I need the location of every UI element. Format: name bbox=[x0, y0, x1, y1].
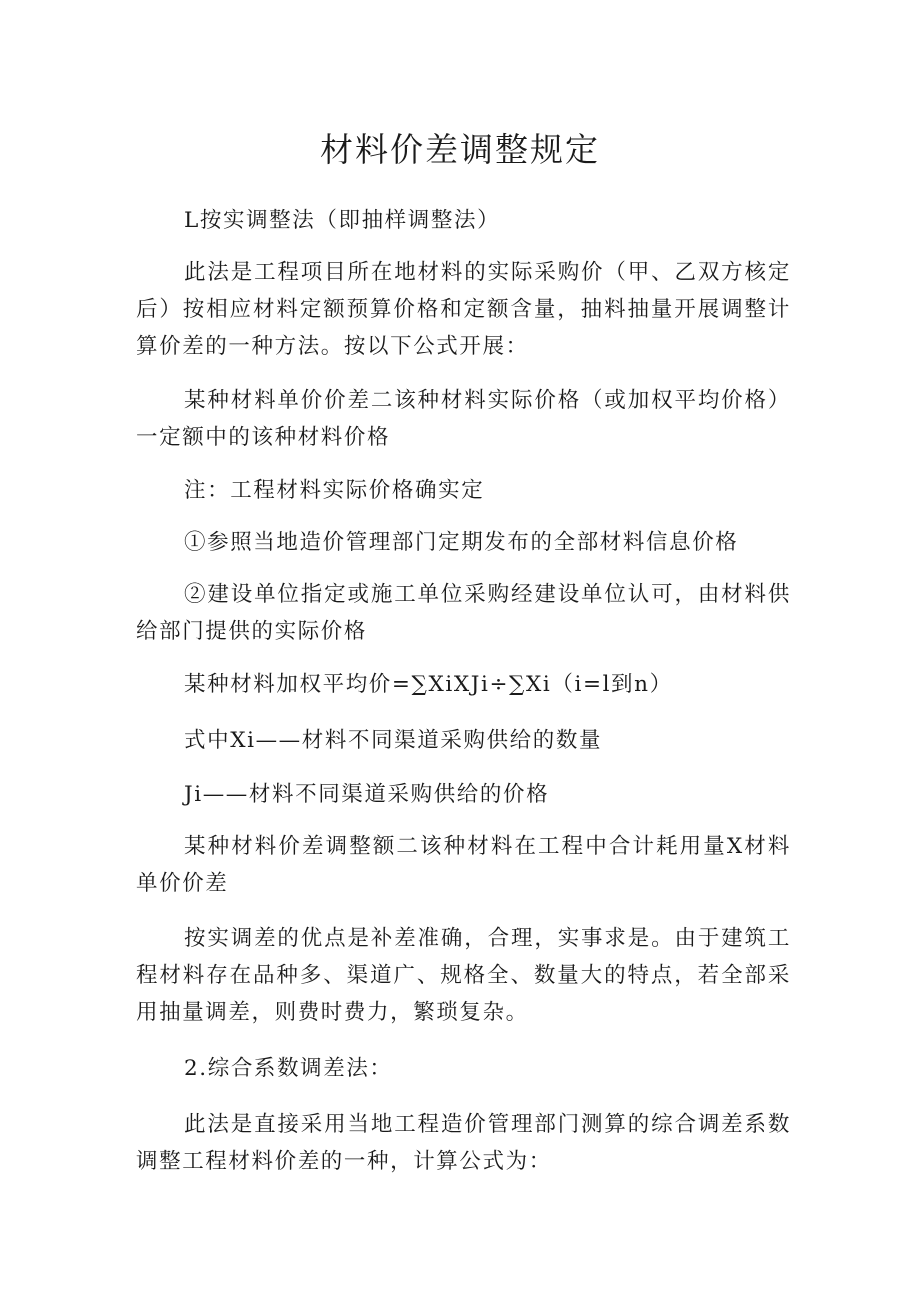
paragraph-method-2-description: 此法是直接采用当地工程造价管理部门测算的综合调差系数调整工程材料价差的一种，计算公式为： bbox=[136, 1112, 791, 1174]
paragraph-xi-definition: 式中Xi——材料不同渠道采购供给的数量 bbox=[184, 728, 603, 753]
paragraph-unit-price-difference-formula: 某种材料单价价差二该种材料实际价格（或加权平均价格）一定额中的该种材料价格 bbox=[136, 388, 791, 450]
paragraph-method-1-heading: L按实调整法（即抽样调整法） bbox=[184, 208, 501, 233]
paragraph-ji-definition: Ji——材料不同渠道采购供给的价格 bbox=[184, 782, 550, 807]
paragraph-method-1-description: 此法是工程项目所在地材料的实际采购价（甲、乙双方核定后）按相应材料定额预算价格和定额含量，抽料抽量开展调整计算价差的一种方法。按以下公式开展： bbox=[136, 260, 791, 359]
paragraph-note-item-2: ②建设单位指定或施工单位采购经建设单位认可，由材料供给部门提供的实际价格 bbox=[136, 582, 791, 644]
paragraph-advantages: 按实调差的优点是补差准确，合理，实事求是。由于建筑工程材料存在品种多、渠道广、规格全、数量大的特点，若全部采用抽量调差，则费时费力，繁琐复杂。 bbox=[136, 926, 791, 1025]
paragraph-adjustment-amount-formula: 某种材料价差调整额二该种材料在工程中合计耗用量X材料单价价差 bbox=[136, 834, 791, 896]
paragraph-method-2-heading: 2.综合系数调差法： bbox=[184, 1056, 393, 1081]
document-title: 材料价差调整规定 bbox=[320, 130, 600, 169]
paragraph-note: 注：工程材料实际价格确实定 bbox=[184, 478, 485, 503]
paragraph-note-item-1: ①参照当地造价管理部门定期发布的全部材料信息价格 bbox=[184, 530, 739, 555]
paragraph-weighted-average-formula: 某种材料加权平均价=∑XiXJi÷∑Xi（i=l到n） bbox=[184, 672, 673, 697]
